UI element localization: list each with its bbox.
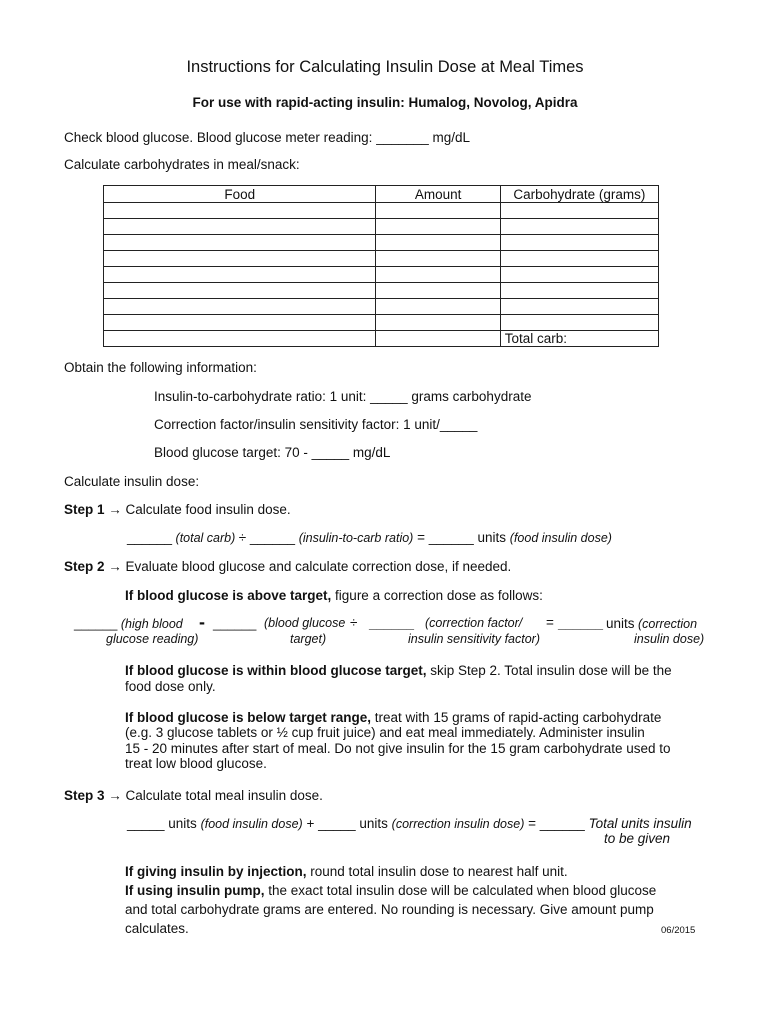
pump-line: If using insulin pump, the exact total insulin dose will be calculated when blood glucose: [125, 883, 657, 898]
page-title: Instructions for Calculating Insulin Dose at Meal Times: [186, 58, 584, 76]
within-target-line: If blood glucose is within blood glucose target, skip Step 2. Total insulin dose will be the: [125, 663, 672, 678]
table-header-row: [104, 186, 659, 203]
table-row[interactable]: [104, 267, 659, 283]
food-cell[interactable]: [104, 219, 376, 235]
below-target-line-2: (e.g. 3 glucose tablets or ½ cup fruit juice) and eat meal immediately. Administer insulin: [125, 725, 645, 740]
amount-cell[interactable]: [376, 283, 500, 299]
carb-cell[interactable]: [500, 203, 658, 219]
food-cell[interactable]: [104, 283, 376, 299]
table-row[interactable]: [104, 203, 659, 219]
carb-cell[interactable]: [500, 299, 658, 315]
carb-cell[interactable]: [500, 315, 658, 331]
amount-cell[interactable]: [376, 251, 500, 267]
carb-cell[interactable]: [500, 251, 658, 267]
below-target-line-4: treat low blood glucose.: [125, 756, 267, 771]
food-cell[interactable]: [104, 315, 376, 331]
food-cell[interactable]: [104, 203, 376, 219]
total-carb-label[interactable]: Total carb:: [500, 331, 658, 347]
below-target-line: If blood glucose is below target range, treat with 15 grams of rapid-acting carbohydrate: [125, 710, 662, 725]
above-target-line: If blood glucose is above target, figure a correction dose as follows:: [125, 588, 543, 603]
header-food: Food: [104, 186, 376, 203]
amount-cell[interactable]: [376, 219, 500, 235]
revision-date: 06/2015: [661, 925, 696, 936]
within-target-line-2: food dose only.: [125, 679, 216, 694]
injection-line: If giving insulin by injection, round total insulin dose to nearest half unit.: [125, 864, 568, 879]
amount-cell[interactable]: [376, 299, 500, 315]
step3-label: Step 3 →: [64, 788, 122, 803]
table-row[interactable]: [104, 235, 659, 251]
step1-formula: ______ (total carb) ÷ ______ (insulin-to-carb ratio) = ______ units (food insulin dose): [127, 530, 612, 545]
pump-line-2: and total carbohydrate grams are entered. No rounding is necessary. Give amount pump: [125, 902, 654, 917]
calculate-carbs-line: Calculate carbohydrates in meal/snack:: [64, 157, 300, 172]
page-subtitle: For use with rapid-acting insulin: Humalog, Novolog, Apidra: [192, 95, 578, 110]
below-target-line-3: 15 - 20 minutes after start of meal. Do not give insulin for the 15 gram carbohydrate used to: [125, 741, 671, 756]
food-cell[interactable]: [104, 299, 376, 315]
step2-label: Step 2 →: [64, 559, 122, 574]
calculate-dose-line: Calculate insulin dose:: [64, 474, 200, 489]
step2-heading: Step 2 → Evaluate blood glucose and calculate correction dose, if needed.: [64, 559, 512, 574]
ratio-line: Insulin-to-carbohydrate ratio: 1 unit: _____ grams carbohydrate: [154, 389, 532, 404]
step3-formula: _____ units (food insulin dose) + _____ units (correction insulin dose) = ______ Total units insulin: [127, 816, 692, 831]
pump-line-3: calculates.: [125, 921, 189, 936]
table-row[interactable]: [104, 283, 659, 299]
carb-cell[interactable]: [500, 283, 658, 299]
step3-heading: Step 3 → Calculate total meal insulin dose.: [64, 788, 323, 803]
amount-cell[interactable]: [376, 315, 500, 331]
table-row[interactable]: [104, 299, 659, 315]
carb-cell[interactable]: [500, 267, 658, 283]
food-cell[interactable]: [104, 267, 376, 283]
amount-cell[interactable]: [376, 235, 500, 251]
header-amount: Amount: [376, 186, 500, 203]
step1-label: Step 1 →: [64, 502, 122, 517]
table-row[interactable]: [104, 219, 659, 235]
amount-cell[interactable]: [376, 203, 500, 219]
table-row[interactable]: [104, 251, 659, 267]
food-cell[interactable]: [104, 235, 376, 251]
step1-heading: Step 1 → Calculate food insulin dose.: [64, 502, 291, 517]
table-row[interactable]: [104, 315, 659, 331]
header-carbohydrate: Carbohydrate (grams): [500, 186, 658, 203]
check-blood-glucose-line: Check blood glucose. Blood glucose meter reading: _______ mg/dL: [64, 130, 471, 145]
target-line: Blood glucose target: 70 - _____ mg/dL: [154, 445, 391, 460]
amount-cell[interactable]: [376, 267, 500, 283]
obtain-info-line: Obtain the following information:: [64, 360, 257, 375]
correction-factor-line: Correction factor/insulin sensitivity factor: 1 unit/_____: [154, 417, 478, 432]
food-carb-table: [103, 185, 659, 347]
carb-cell[interactable]: [500, 219, 658, 235]
total-row: [104, 331, 659, 347]
food-cell[interactable]: [104, 251, 376, 267]
carb-cell[interactable]: [500, 235, 658, 251]
step3-formula-line-2: to be given: [604, 831, 671, 846]
